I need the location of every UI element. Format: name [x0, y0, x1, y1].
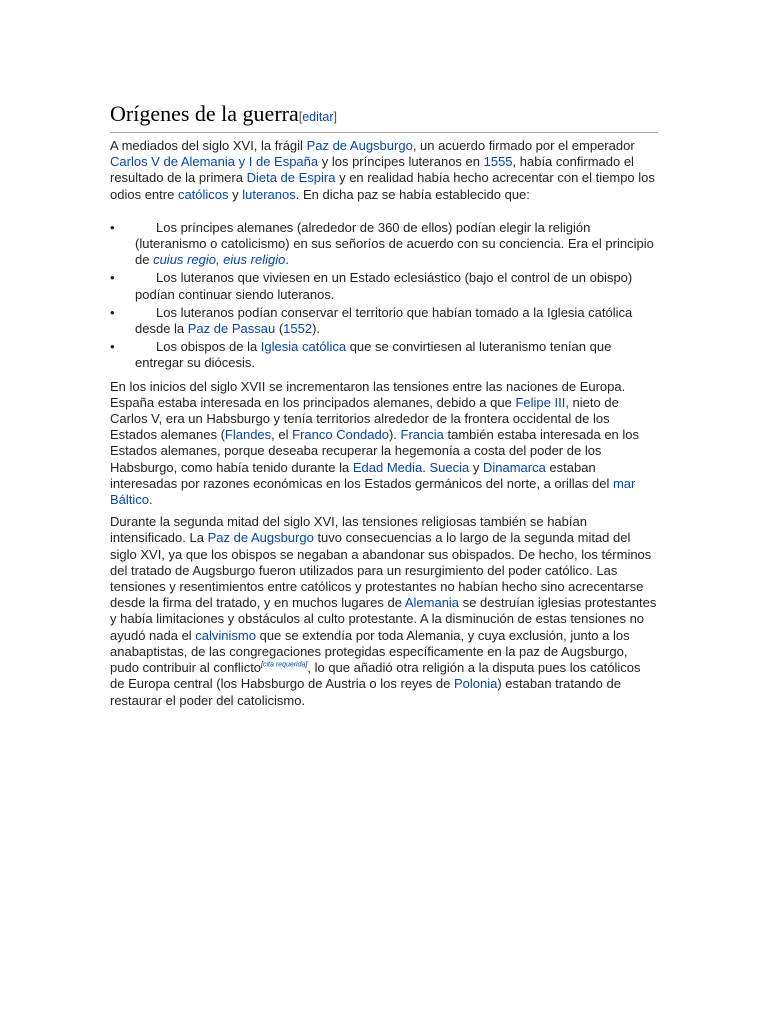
edit-link[interactable]: editar	[302, 110, 334, 124]
text: y	[228, 186, 243, 202]
bullet-icon: •	[110, 339, 115, 355]
text: Los obispos de la	[156, 339, 261, 355]
link-1552[interactable]: 1552	[283, 321, 313, 337]
text: , el	[271, 427, 293, 443]
section-heading	[110, 101, 658, 133]
text: que se extendía por toda Alemania, y cuya exclusión, junto a los anabaptistas, de las congregaciones protegidas específicamente en la paz de Augsburgo, pudo contribuir al conflicto	[110, 627, 630, 676]
link-flandes[interactable]: Flandes	[224, 427, 272, 443]
link-luteranos[interactable]: luteranos	[242, 186, 296, 202]
link-paz-de-augsburgo[interactable]: Paz de Augsburgo	[306, 138, 413, 153]
paragraph-17th-century	[110, 379, 658, 509]
link-cita-requerida[interactable]: cita requerida	[262, 661, 306, 669]
text: . En dicha paz se había establecido que:	[295, 186, 530, 202]
text: tuvo consecuencias a lo largo de la segunda mitad del siglo XVI, ya que los obispos se negaban a abandonar sus obispados. De hecho, los términos del tratado de Augsburgo fueron utilizados para un resurgimiento del poder católico. Las tensiones y resentimientos entre católicos y protestantes no habían hecho sino acrecentarse desde la firma del tratado, y en muchos lugares de	[110, 530, 652, 611]
text: que se convirtiesen al luteranismo tenían que entregar su diócesis.	[135, 339, 612, 371]
section-title: Orígenes de la guerra	[110, 101, 299, 126]
text: ).	[388, 427, 401, 443]
bullet-icon: •	[110, 219, 115, 235]
link-alemania[interactable]: Alemania	[404, 595, 460, 611]
list-item	[110, 305, 658, 337]
link-mar-baltico[interactable]: mar Báltico	[110, 475, 636, 508]
text: A mediados del siglo XVI, la frágil	[110, 138, 307, 153]
edit-bracket-open: [	[298, 110, 303, 124]
link-felipe-iii[interactable]: Felipe III	[515, 394, 566, 410]
text: Durante la segunda mitad del siglo XVI, las tensiones religiosas también se habían intensificado. La	[110, 514, 587, 546]
list-item	[110, 339, 658, 371]
text: estaban interesadas por razones económicas en los Estados germánicos del norte, a orillas del	[110, 459, 613, 491]
link-suecia[interactable]: Suecia	[429, 459, 470, 475]
text: y	[469, 459, 483, 475]
edit-bracket-close: ]	[333, 110, 337, 124]
link-franco-condado[interactable]: Franco Condado	[292, 427, 389, 443]
text: (	[275, 321, 284, 337]
bullet-icon: •	[110, 304, 115, 320]
list-item	[110, 270, 658, 302]
link-calvinismo[interactable]: calvinismo	[195, 627, 256, 643]
text: En los inicios del siglo XVII se incrementaron las tensiones entre las naciones de Europa. España estaba interesada en los principados alemanes, debido a que	[110, 378, 626, 410]
text: .	[422, 459, 430, 475]
bullet-icon: •	[110, 270, 115, 286]
edit-link-wrapper	[299, 110, 337, 124]
link-paz-de-passau[interactable]: Paz de Passau	[187, 321, 276, 337]
text: ) estaban tratando de restaurar el poder del catolicismo.	[110, 676, 621, 708]
cite-bracket-open: [	[261, 661, 263, 669]
text: ).	[312, 321, 321, 337]
link-catolicos[interactable]: católicos	[177, 186, 229, 202]
citation-needed	[261, 662, 307, 669]
text: .	[149, 492, 153, 508]
text: , había confirmado el resultado de la primera	[110, 154, 634, 186]
link-paz-de-augsburgo-2[interactable]: Paz de Augsburgo	[207, 530, 314, 546]
link-dinamarca[interactable]: Dinamarca	[482, 459, 546, 475]
text: , lo que añadió otra religión a la disputa pues los católicos de Europa central (los Habsburgo de Austria o los reyes de	[110, 660, 641, 692]
text: , nieto de Carlos V, era un Habsburgo y tenía territorios alrededor de la frontera occidental de los Estados alemanes (	[110, 394, 619, 443]
text: Los príncipes alemanes (alrededor de 360 de ellos) podían elegir la religión (luteranismo o catolicismo) en sus señoríos de acuerdo con su conciencia. Era el principio de	[135, 219, 654, 268]
text: también estaba interesada en los Estados alemanes, porque deseaba recuperar la hegemonía a costa del poder de los Habsburgo, como había tenido durante la	[110, 427, 640, 475]
cite-bracket-close: ]	[305, 661, 308, 669]
text: , un acuerdo firmado por el emperador	[412, 138, 635, 153]
link-dieta-de-espira[interactable]: Dieta de Espira	[246, 170, 336, 186]
link-1555[interactable]: 1555	[483, 154, 513, 170]
link-polonia[interactable]: Polonia	[453, 676, 498, 692]
link-edad-media[interactable]: Edad Media	[352, 459, 423, 475]
text: y en realidad había hecho acrecentar con el tiempo los odios entre	[110, 170, 655, 202]
link-iglesia-catolica[interactable]: Iglesia católica	[260, 339, 347, 355]
link-carlos-v[interactable]: Carlos V de Alemania y I de España	[110, 154, 319, 170]
text: .	[285, 252, 289, 268]
intro-paragraph	[110, 138, 658, 203]
article-section	[110, 101, 658, 709]
link-cuius-regio[interactable]: cuius regio, eius religio	[153, 252, 286, 268]
text: se destruían iglesias protestantes y había limitaciones y obstáculos al culto protestante. A la disminución de estas tensiones no ayudó nada el	[110, 595, 657, 643]
text: Los luteranos que viviesen en un Estado eclesiástico (bajo el control de un obispo) podían continuar siendo luteranos.	[135, 270, 633, 302]
link-francia[interactable]: Francia	[400, 427, 444, 443]
paragraph-religious-tensions	[110, 514, 658, 708]
text: Los luteranos podían conservar el territorio que habían tomado a la Iglesia católica desde la	[135, 304, 633, 337]
list-item	[110, 220, 658, 269]
text: y los príncipes luteranos en	[318, 154, 484, 170]
peace-terms-list	[110, 220, 658, 372]
